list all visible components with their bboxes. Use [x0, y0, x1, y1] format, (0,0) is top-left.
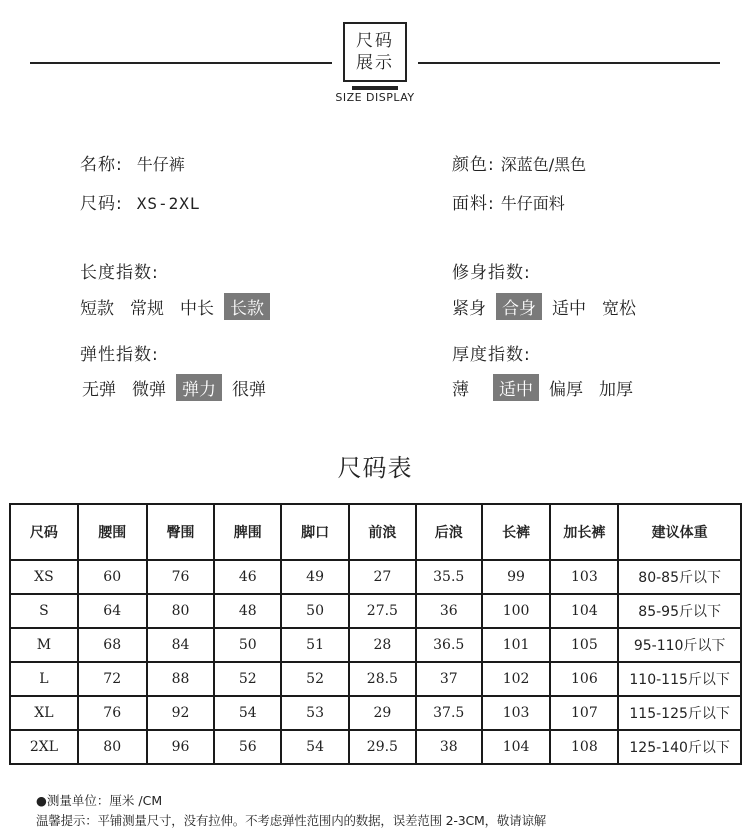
table-cell: 52 — [281, 662, 349, 696]
thickness-option: 加厚 — [599, 380, 633, 400]
table-row — [10, 628, 741, 662]
table-cell: 52 — [214, 662, 281, 696]
size-table-title: 尺码表 — [337, 454, 413, 482]
table-cell: 96 — [147, 730, 215, 764]
fabric-label: 面料: — [452, 194, 495, 214]
header-length: 长裤 — [482, 504, 551, 560]
table-row — [10, 594, 741, 628]
elastic-option: 弹力 — [176, 374, 222, 401]
table-cell: 76 — [147, 560, 215, 594]
table-cell: 104 — [550, 594, 618, 628]
table-cell: XL — [10, 696, 78, 730]
table-row — [10, 560, 741, 594]
elastic-index-options — [76, 374, 276, 401]
table-cell: 72 — [78, 662, 147, 696]
size-value: XS-2XL — [136, 194, 201, 213]
length-option: 常规 — [130, 299, 164, 319]
header-suggested-weight: 建议体重 — [618, 504, 741, 560]
table-cell: 68 — [78, 628, 147, 662]
table-cell: 29 — [349, 696, 416, 730]
table-cell: 110-115斤以下 — [618, 662, 741, 696]
table-cell: 100 — [482, 594, 551, 628]
table-cell: 80 — [147, 594, 215, 628]
table-cell: 37.5 — [416, 696, 482, 730]
table-cell: 101 — [482, 628, 551, 662]
elastic-option: 很弹 — [232, 380, 266, 400]
thickness-index-options — [446, 374, 643, 401]
table-cell: 38 — [416, 730, 482, 764]
table-cell: 80 — [78, 730, 147, 764]
table-cell: 125-140斤以下 — [618, 730, 741, 764]
header-back-rise: 后浪 — [416, 504, 482, 560]
thickness-option: 偏厚 — [549, 380, 583, 400]
table-cell: 46 — [214, 560, 281, 594]
header-front-rise: 前浪 — [349, 504, 416, 560]
table-row — [10, 730, 741, 764]
table-cell: S — [10, 594, 78, 628]
elastic-option: 无弹 — [82, 380, 116, 400]
table-cell: 54 — [214, 696, 281, 730]
header-size: 尺码 — [10, 504, 78, 560]
table-cell: 108 — [550, 730, 618, 764]
product-size-range — [80, 189, 201, 214]
length-option: 短款 — [80, 299, 114, 319]
table-cell: 27 — [349, 560, 416, 594]
table-cell: 36 — [416, 594, 482, 628]
table-header-row — [10, 504, 741, 560]
length-index-title: 长度指数: — [80, 263, 159, 283]
header-rule-left — [30, 62, 332, 64]
size-chart-table — [9, 503, 742, 765]
measurement-tip-note: 温馨提示：平铺测量尺寸，没有拉伸。不考虑弹性范围内的数据，误差范围 2-3CM，敬请谅解 — [36, 813, 547, 828]
fit-option: 紧身 — [452, 299, 486, 319]
table-cell: 103 — [550, 560, 618, 594]
table-cell: 104 — [482, 730, 551, 764]
size-display-title-box — [343, 22, 407, 82]
table-row — [10, 696, 741, 730]
table-cell: 84 — [147, 628, 215, 662]
product-fabric — [452, 189, 565, 214]
table-cell: 103 — [482, 696, 551, 730]
table-cell: 2XL — [10, 730, 78, 764]
table-cell: 28.5 — [349, 662, 416, 696]
table-cell: 37 — [416, 662, 482, 696]
table-cell: 50 — [214, 628, 281, 662]
table-cell: 92 — [147, 696, 215, 730]
table-cell: 107 — [550, 696, 618, 730]
title-line-1: 尺码 — [356, 31, 394, 51]
table-cell: 76 — [78, 696, 147, 730]
thickness-index-title: 厚度指数: — [452, 345, 531, 365]
title-line-2: 展示 — [356, 53, 394, 73]
table-cell: 56 — [214, 730, 281, 764]
fit-option: 适中 — [552, 299, 586, 319]
header-leg-opening: 脚口 — [281, 504, 349, 560]
header-hip: 臀围 — [147, 504, 215, 560]
table-cell: 88 — [147, 662, 215, 696]
thickness-option: 薄 — [452, 380, 469, 400]
size-label: 尺码: — [80, 194, 123, 214]
table-cell: 51 — [281, 628, 349, 662]
table-cell: 54 — [281, 730, 349, 764]
fabric-value: 牛仔面料 — [500, 194, 565, 213]
table-cell: 53 — [281, 696, 349, 730]
table-cell: 36.5 — [416, 628, 482, 662]
header-thigh: 脾围 — [214, 504, 281, 560]
product-color — [452, 150, 586, 175]
table-cell: 49 — [281, 560, 349, 594]
table-cell: M — [10, 628, 78, 662]
fit-index-options — [446, 293, 646, 320]
length-option: 中长 — [180, 299, 214, 319]
table-cell: 64 — [78, 594, 147, 628]
table-cell: 85-95斤以下 — [618, 594, 741, 628]
table-cell: 27.5 — [349, 594, 416, 628]
table-cell: 48 — [214, 594, 281, 628]
product-name — [80, 150, 185, 175]
length-index-options — [74, 293, 274, 320]
title-underline-bar — [352, 86, 398, 90]
fit-option: 宽松 — [602, 299, 636, 319]
fit-index-title: 修身指数: — [452, 263, 531, 283]
elastic-option: 微弹 — [132, 380, 166, 400]
name-value: 牛仔裤 — [136, 155, 185, 174]
table-row — [10, 662, 741, 696]
measurement-unit-note: ●测量单位：厘米 /CM — [36, 793, 163, 808]
table-cell: 106 — [550, 662, 618, 696]
header-rule-right — [418, 62, 720, 64]
table-cell: 50 — [281, 594, 349, 628]
table-cell: 60 — [78, 560, 147, 594]
table-cell: 105 — [550, 628, 618, 662]
table-cell: 95-110斤以下 — [618, 628, 741, 662]
elastic-index-title: 弹性指数: — [80, 345, 159, 365]
table-cell: XS — [10, 560, 78, 594]
table-cell: 29.5 — [349, 730, 416, 764]
name-label: 名称: — [80, 155, 123, 175]
fit-option: 合身 — [496, 293, 542, 320]
table-cell: 80-85斤以下 — [618, 560, 741, 594]
table-cell: 28 — [349, 628, 416, 662]
thickness-option: 适中 — [493, 374, 539, 401]
length-option: 长款 — [224, 293, 270, 320]
table-cell: L — [10, 662, 78, 696]
header-waist: 腰围 — [78, 504, 147, 560]
header-long-length: 加长裤 — [550, 504, 618, 560]
table-cell: 115-125斤以下 — [618, 696, 741, 730]
table-cell: 99 — [482, 560, 551, 594]
color-label: 颜色: — [452, 155, 495, 175]
table-cell: 35.5 — [416, 560, 482, 594]
size-display-subtitle: SIZE DISPLAY — [335, 91, 415, 104]
table-cell: 102 — [482, 662, 551, 696]
color-value: 深蓝色/黑色 — [500, 155, 587, 174]
